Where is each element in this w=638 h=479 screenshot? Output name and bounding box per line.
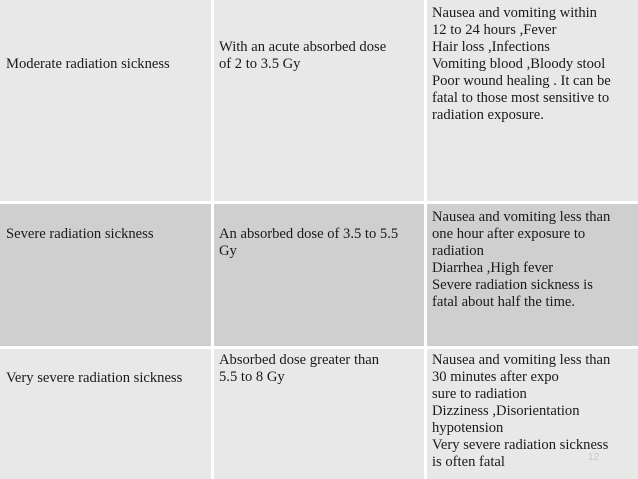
row-divider [0, 346, 638, 349]
column-divider [424, 0, 427, 479]
stage-cell: Moderate radiation sickness [6, 56, 170, 72]
dose-cell: An absorbed dose of 3.5 to 5.5 Gy [219, 226, 399, 259]
stage-cell: Very severe radiation sickness [6, 370, 183, 386]
symptoms-cell: Nausea and vomiting less than 30 minutes after expo sure to radiation Dizziness ,Disorientation hypotension Very severe radiation sickness is often fatal [432, 352, 611, 470]
symptoms-cell: Nausea and vomiting within 12 to 24 hours ,Fever Hair loss ,Infections Vomiting blood ,Bloody stool Poor wound healing . It can be fatal to those most sensitive to radiation exposure. [432, 5, 611, 123]
symptoms-cell: Nausea and vomiting less than one hour after exposure to radiation Diarrhea ,High fever Severe radiation sickness is fatal about half the time. [432, 209, 611, 310]
table-row [0, 204, 638, 346]
column-divider [211, 0, 214, 479]
table-row [0, 0, 638, 201]
dose-cell: Absorbed dose greater than 5.5 to 8 Gy [219, 352, 380, 385]
table-row [0, 349, 638, 479]
slide-number: 12 [588, 452, 600, 463]
row-divider [0, 201, 638, 204]
stage-cell: Severe radiation sickness [6, 226, 154, 242]
dose-cell: With an acute absorbed dose of 2 to 3.5 Gy [219, 39, 387, 72]
